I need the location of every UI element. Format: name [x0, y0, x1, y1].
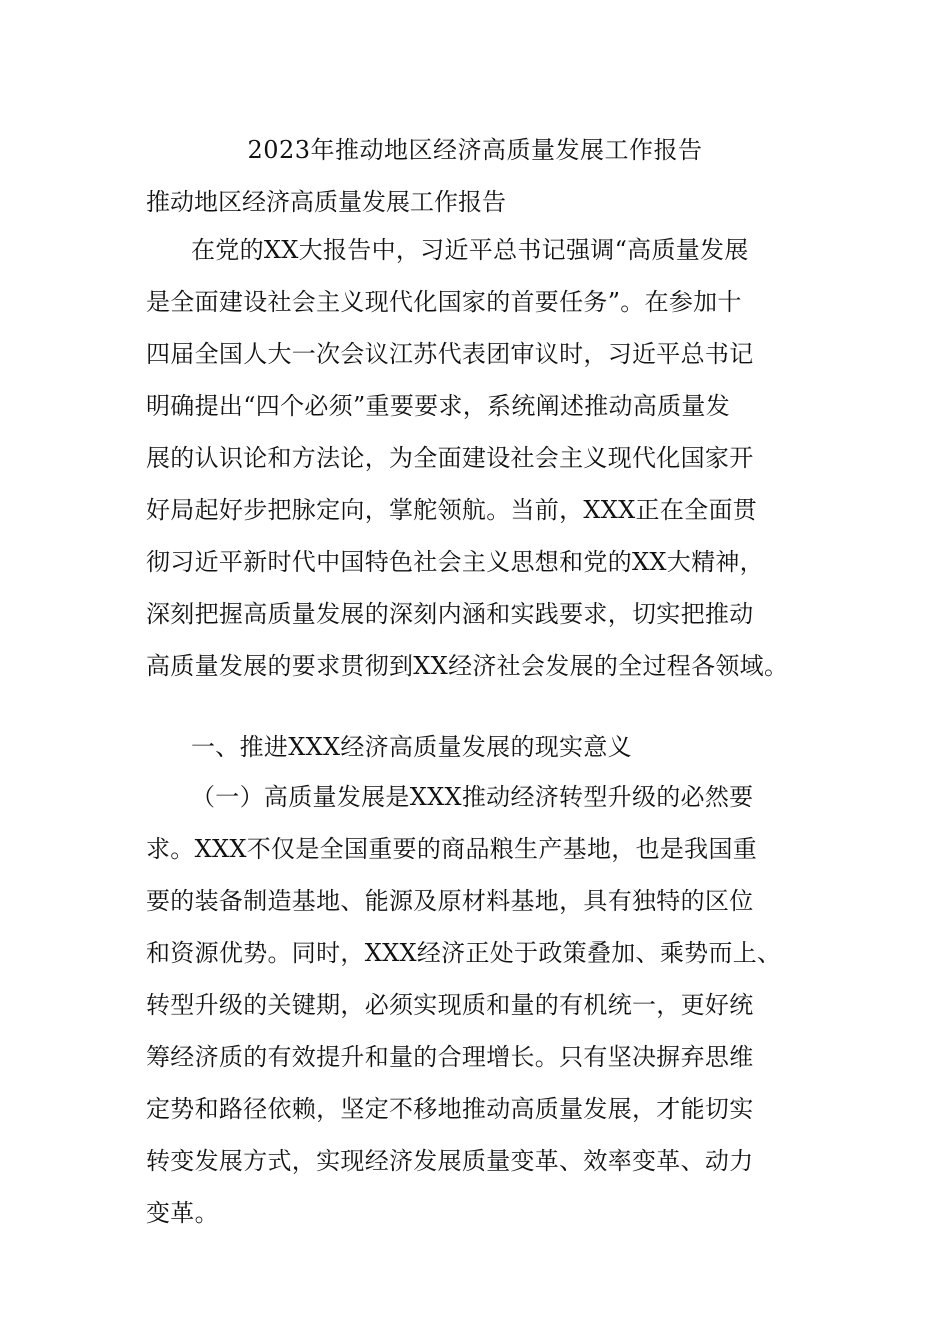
paragraph-line: 高质量发展的要求贯彻到XX经济社会发展的全过程各领域。 [146, 652, 789, 680]
document-title: 2023年推动地区经济高质量发展工作报告 [247, 136, 703, 164]
paragraph-line: （一）高质量发展是XXX推动经济转型升级的必然要 [191, 783, 754, 811]
paragraph-line: 和资源优势。同时，XXX经济正处于政策叠加、乘势而上、 [146, 939, 782, 967]
paragraph-line: 深刻把握高质量发展的深刻内涵和实践要求，切实把推动 [146, 600, 754, 628]
paragraph-line: 展的认识论和方法论，为全面建设社会主义现代化国家开 [146, 444, 754, 472]
section-heading-block [146, 721, 826, 773]
paragraph-line: 求。XXX不仅是全国重要的商品粮生产基地，也是我国重 [146, 835, 758, 863]
paragraph-line: 筹经济质的有效提升和量的合理增长。只有坚决摒弃思维 [146, 1043, 754, 1071]
paragraph-line: 定势和路径依赖，坚定不移地推动高质量发展，才能切实 [146, 1095, 754, 1123]
paragraph-line: 要的装备制造基地、能源及原材料基地，具有独特的区位 [146, 887, 754, 915]
section-heading: 一、推进XXX经济高质量发展的现实意义 [191, 733, 632, 761]
paragraph-line: 变革。 [146, 1199, 219, 1227]
paragraph-line: 在党的XX大报告中，习近平总书记强调“高质量发展 [191, 236, 749, 264]
paragraph-line: 四届全国人大一次会议江苏代表团审议时，习近平总书记 [146, 340, 754, 368]
paragraph-line: 明确提出“四个必须”重要要求，系统阐述推动高质量发 [146, 392, 731, 420]
paragraph-intro [146, 224, 826, 692]
paragraph-section1 [146, 771, 826, 1239]
paragraph-line: 好局起好步把脉定向，掌舵领航。当前，XXX正在全面贯 [146, 496, 758, 524]
paragraph-line: 彻习近平新时代中国特色社会主义思想和党的XX大精神， [146, 548, 764, 576]
paragraph-line: 是全面建设社会主义现代化国家的首要任务”。在参加十 [146, 288, 742, 316]
paragraph-line: 转变发展方式，实现经济发展质量变革、效率变革、动力 [146, 1147, 754, 1175]
paragraph-line: 转型升级的关键期，必须实现质和量的有机统一，更好统 [146, 991, 754, 1019]
document-subtitle: 推动地区经济高质量发展工作报告 [146, 188, 506, 216]
